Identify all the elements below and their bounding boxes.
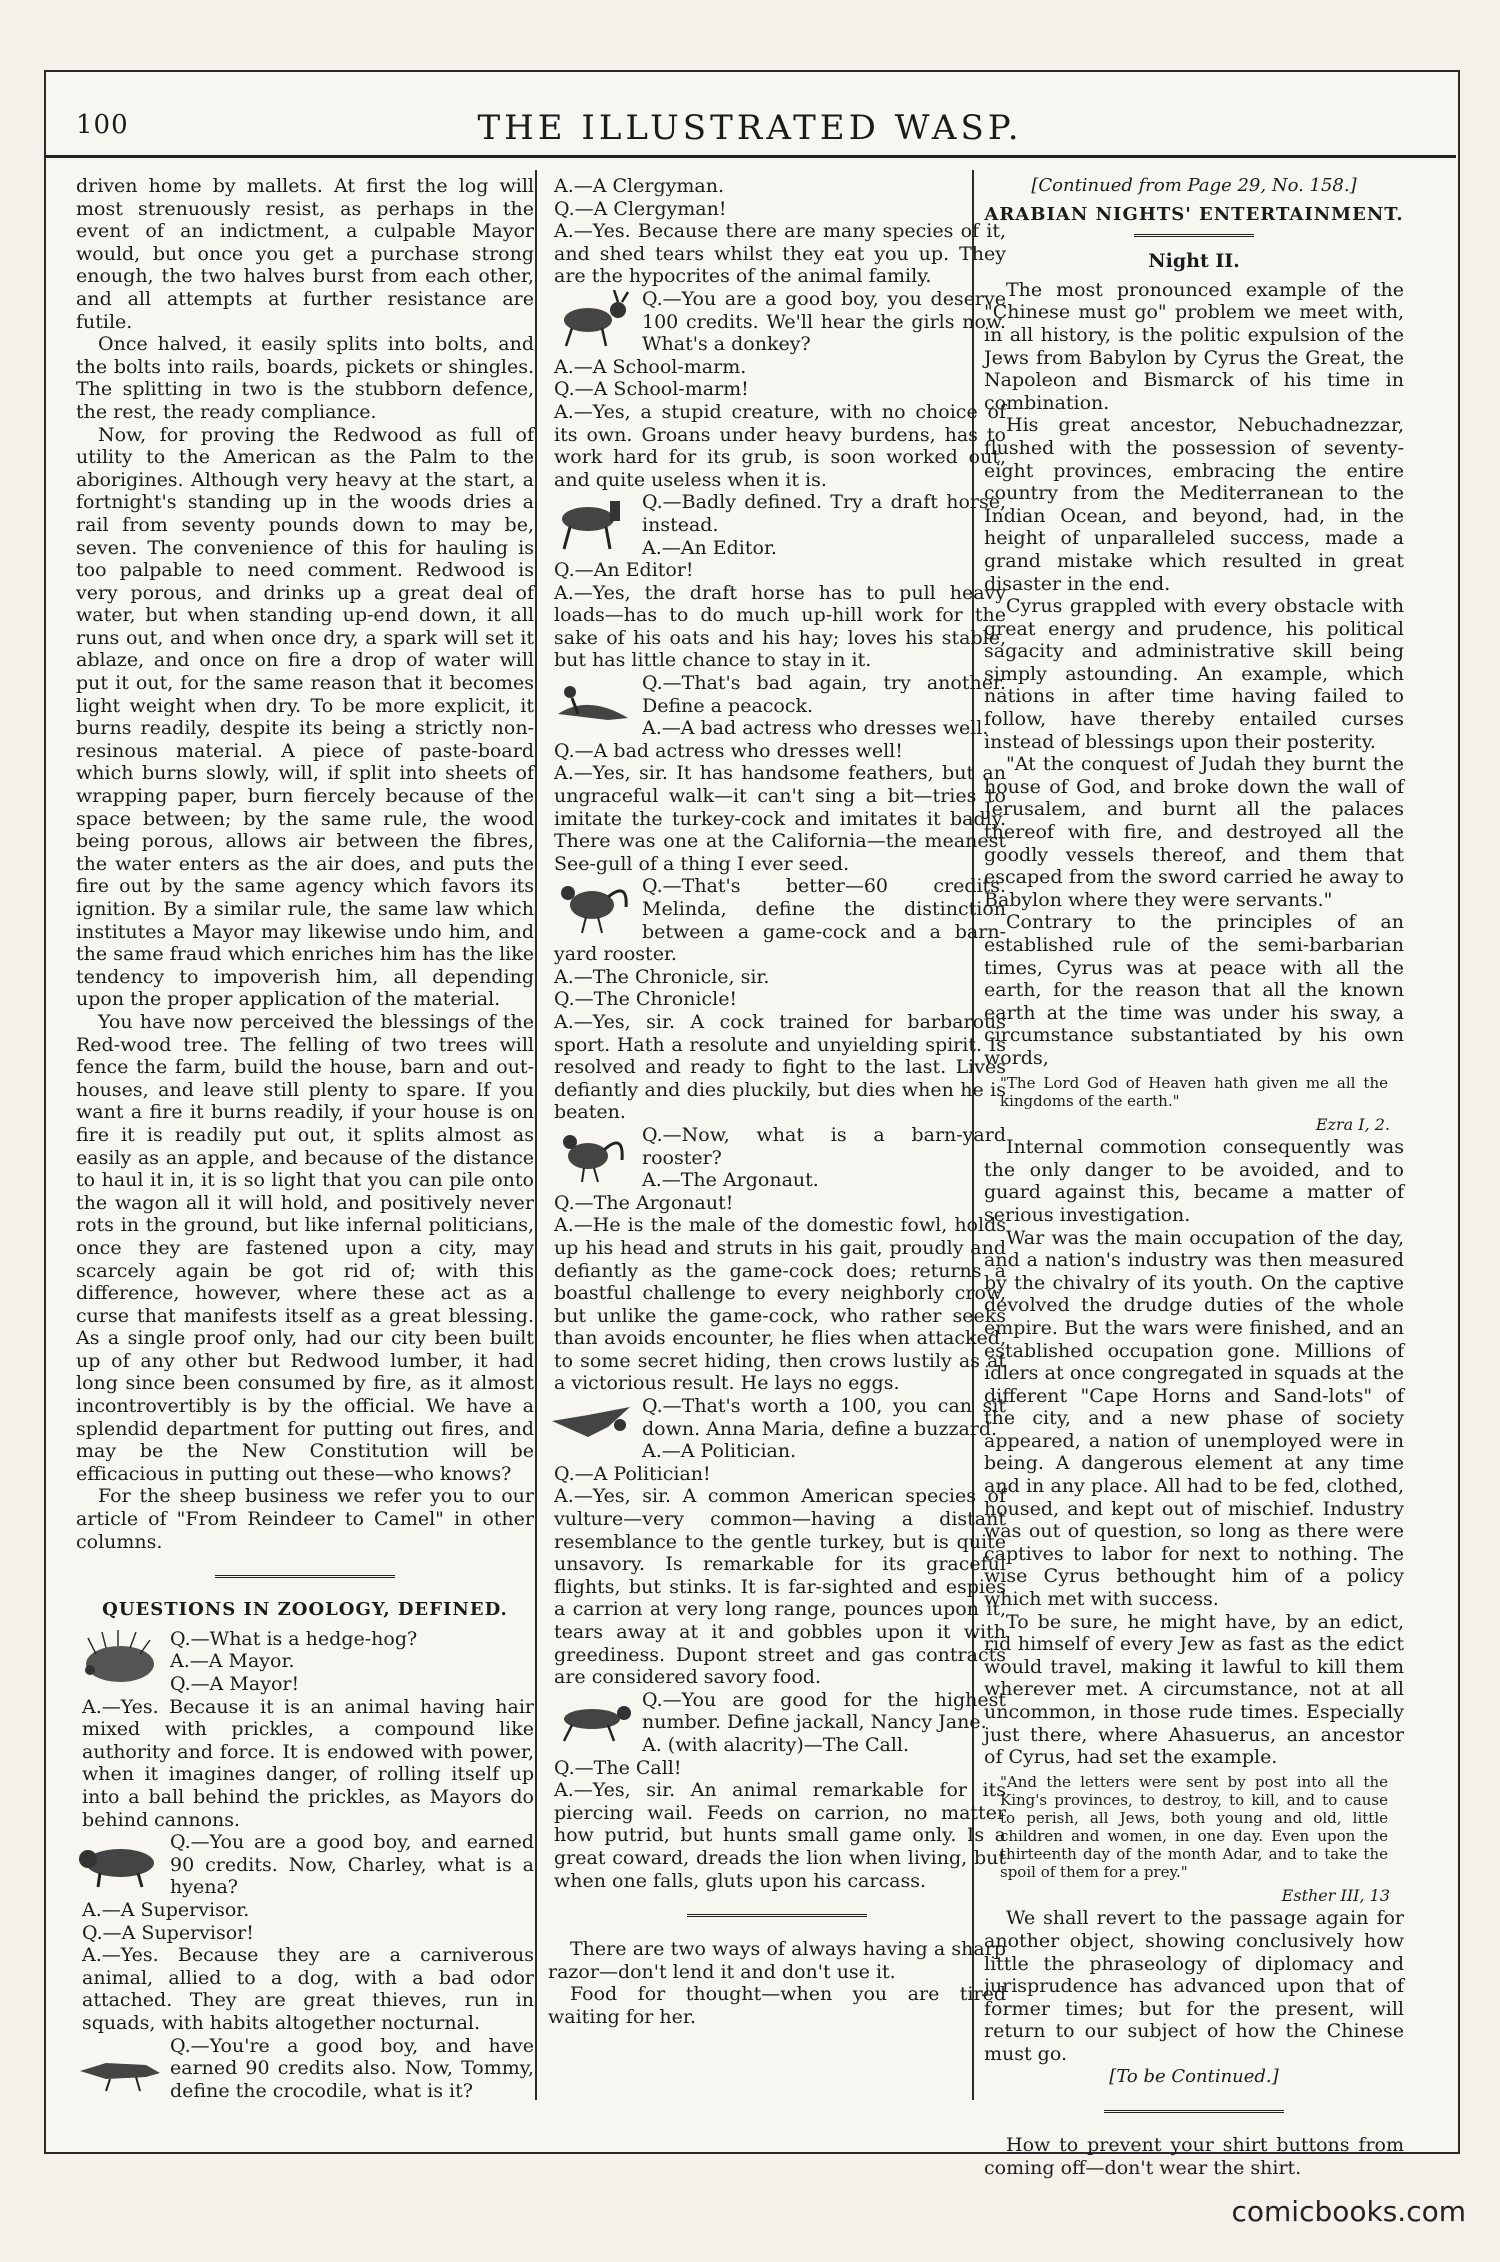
qa-line: Q.—You are a good boy, and earned 90 credits. Now, Charley, what is a hyena? (170, 1831, 534, 1899)
food-paragraph: Food for thought—when you are tired waiting for her. (548, 1983, 1006, 2028)
hyena-illustration (76, 1833, 162, 1891)
qa-line: A.—A Clergyman. (554, 175, 724, 197)
qa-line: Q.—A Mayor! (170, 1673, 300, 1695)
qa-line: A.—The Argonaut. (642, 1169, 819, 1192)
to-be-continued-note: [To be Continued.] (1109, 2065, 1279, 2087)
paragraph: The most pronounced example of the "Chinese must go" problem we meet with, in all history, is the politic expulsion of the Jews from Babylon by Cyrus the Great, the Napoleon and Bismarck of his time in combination. (984, 278, 1404, 414)
crocodile-illustration (76, 2037, 162, 2095)
qa-line: Q.—The Call! (554, 1756, 682, 1779)
qa-line: Q.—You are a good boy, you deserve 100 credits. We'll hear the girls now. What's a donkey? (642, 287, 1006, 356)
paragraph: driven home by mallets. At first the log will most strenuously resist, as perhaps in the event of an indictment, a culpable Mayor would, but once you get a purchase strong enough, the two halves burst from each other, and all attempts at further resistance are futile. (76, 175, 534, 333)
paragraph: For the sheep business we refer you to our article of "From Reindeer to Camel" in other columns. (76, 1485, 534, 1553)
qa-line: A.—The Chronicle, sir. (554, 965, 770, 988)
paragraph: Cyrus grappled with every obstacle with great energy and prudence, his political sagacity and administrative skill being simply astounding. An example, which nations in after time having failed to follow, have thereby entailed curses instead of blessings upon their posterity. (984, 595, 1404, 753)
column-2 (548, 175, 1006, 2029)
qa-line: A.—He is the male of the domestic fowl, holds up his head and struts in his gait, proudly and defiantly as the game-cock does; returns a boastful challenge to every neighborly crow, but unlike the game-cock, who rather seeks than avoids encounter, he flies when attacked, to some secret hiding, then crows lustily as at a victorious result. He lays no eggs. (554, 1214, 1006, 1395)
draft-horse-illustration (548, 493, 634, 551)
qa-line: A.—A Politician. (642, 1440, 797, 1463)
qa-line: A.—Yes, sir. An animal remarkable for its piercing wail. Feeds on carrion, no matter how putrid, but hunts small game only. Is a great coward, dreads the lion when living, but when one falls, gluts upon his carcass. (554, 1779, 1006, 1892)
arabian-nights-heading: ARABIAN NIGHTS' ENTERTAINMENT. (984, 203, 1404, 225)
hedgehog-illustration (76, 1630, 162, 1688)
qa-line: Q.—Now, what is a barn-yard rooster? (642, 1123, 1006, 1169)
paragraph: We shall revert to the passage again for another object, showing conclusively how little the phraseology of diplomacy and jurisprudence has advanced upon that of former times; but for the present, will return to our subject of how the Chinese must go. (984, 1907, 1404, 2065)
masthead-title: THE ILLUSTRATED WASP. (477, 108, 1023, 148)
quote-source: Esther III, 13 (1281, 1885, 1390, 1905)
qa-line: Q.—Badly defined. Try a draft horse, instead. (642, 491, 1006, 536)
qa-line: Q.—An Editor! (554, 559, 694, 582)
qa-line: A.—Yes. Because there are many species of it, and shed tears whilst they eat you up. They are the hypocrites of the animal family. (554, 220, 1006, 288)
game-cock-illustration (548, 877, 634, 935)
qa-line: Q.—The Argonaut! (554, 1191, 734, 1214)
qa-line: A.—Yes, sir. A common American species of vulture—very common—having a distant resemblance to the gentle turkey, but is quite unsavory. Is remarkable for its graceful flights, but stinks. It is far-sighted and espies a carrion at very long range, pounces upon it, tears away at it and gobbles upon it with greediness. Dupont street and gas contracts are considered savory food. (554, 1485, 1006, 1689)
watermark: comicbooks.com (1231, 2195, 1466, 2228)
paragraph: War was the main occupation of the day, and a nation's industry was then measured by the chivalry of its youth. On the captive devolved the drudge duties of the whole empire. But the wars were finished, and an established occupation gone. Millions of idlers at once congregated in squads at the different "Cape Horns and Sand-lots" of the city, and a new phase of society appeared, a nation of unemployed were in being. A dangerous element at any time and in any place. All had to be fed, clothed, housed, and kept out of mischief. Industry was out of question, so long as there were captives to labor for next to nothing. The wise Cyrus bethought him of a policy which met with success. (984, 1226, 1404, 1611)
divider (215, 1575, 395, 1581)
qa-line: A.—A Supervisor. (82, 1898, 250, 1921)
buzzard-illustration (548, 1397, 634, 1455)
qa-line: Q.—That's worth a 100, you can sit down. Anna Maria, define a buzzard. (642, 1395, 1006, 1440)
column-1 (76, 175, 534, 2102)
paragraph: "At the conquest of Judah they burnt the house of God, and broke down the wall of Jerusalem, and burnt all the palaces thereof with fire, and destroyed all the goodly vessels thereof, and them that escaped from the sword carried he away to Babylon where they were servants." (984, 753, 1404, 911)
qa-line: A.—A bad actress who dresses well. (642, 717, 989, 740)
qa-line: Q.—What is a hedge-hog? (170, 1627, 418, 1650)
scripture-quote: "The Lord God of Heaven hath given me all the kingdoms of the earth." (1000, 1073, 1388, 1110)
qa-line: A.—Yes. Because it is an animal having hair mixed with prickles, a compound like authority and force. It is endowed with power, when it imagines danger, of rolling itself up into a ball behind the prickles, as Mayors do behind cannons. (82, 1695, 534, 1831)
qa-line: A. (with alacrity)—The Call. (642, 1733, 910, 1756)
qa-line: Q.—That's bad again, try another. Define a peacock. (642, 672, 1006, 717)
paragraph: His great ancestor, Nebuchadnezzar, flushed with the possession of seventy-eight provinces, embracing the entire country from the Mediterranean to the Indian Ocean, and beyond, had, in the height of unparalleled success, made a grand mistake which resulted in great disaster in the end. (984, 414, 1404, 595)
qa-line: Q.—You are good for the highest number. Define jackall, Nancy Jane. (642, 1688, 1006, 1734)
masthead-rule (44, 155, 1456, 158)
qa-line: A.—Yes, sir. It has handsome feathers, but an ungraceful walk—it can't sing a bit—tries to imitate the turkey-cock and imitates it badly. There was one at the California—the meanest See-gull of a thing I ever seed. (554, 762, 1006, 875)
column-3 (984, 175, 1404, 2179)
divider (1104, 2110, 1284, 2116)
continued-from-note: [Continued from Page 29, No. 158.] (1031, 175, 1357, 196)
shirt-paragraph: How to prevent your shirt buttons from coming off—don't wear the shirt. (984, 2134, 1404, 2179)
qa-line: Q.—You're a good boy, and have earned 90 credits also. Now, Tommy, define the crocodile, what is it? (170, 2034, 534, 2102)
razor-paragraph: There are two ways of always having a sharp razor—don't lend it and don't use it. (548, 1938, 1006, 1983)
qa-line: A.—Yes, the draft horse has to pull heavy loads—has to do much up-hill work for the sake of his oats and his hay; loves his stable, but has little chance to stay in it. (554, 581, 1006, 672)
qa-line: Q.—The Chronicle! (554, 988, 738, 1011)
night-heading: Night II. (1148, 250, 1240, 273)
qa-line: A.—A Mayor. (170, 1650, 295, 1673)
paragraph: Internal commotion consequently was the only danger to be avoided, and to guard against this, became a matter of serious investigation. (984, 1136, 1404, 1226)
peacock-illustration (548, 674, 634, 732)
rooster-illustration (548, 1126, 634, 1184)
qa-line: A.—Yes. Because they are a carniverous animal, allied to a dog, with a bad odor attached. They are great thieves, run in squads, with habits altogether nocturnal. (82, 1944, 534, 2034)
qa-line: Q.—That's better—60 credits. Melinda, define the distinction between a game-cock and a barn-yard rooster. (554, 875, 1006, 966)
donkey-illustration (548, 290, 634, 348)
qa-line: A.—Yes, sir. A cock trained for barbarous sport. Hath a resolute and unyielding spirit. Is resolved and ready to fight to the last. Lives defiantly and dies pluckily, but dies when he is beaten. (554, 1010, 1006, 1124)
divider (1134, 234, 1254, 240)
qa-line: Q.—A School-marm! (554, 378, 749, 401)
page-number: 100 (76, 110, 129, 140)
quote-source: Ezra I, 2. (1315, 1114, 1390, 1134)
column-rule (535, 170, 537, 2100)
zoology-heading: QUESTIONS IN ZOOLOGY, DEFINED. (102, 1599, 508, 1621)
qa-line: A.—A School-marm. (554, 355, 747, 378)
qa-line: Q.—A Politician! (554, 1462, 711, 1485)
qa-line: Q.—A Supervisor! (82, 1921, 254, 1944)
paragraph: To be sure, he might have, by an edict, rid himself of every Jew as fast as the edict would travel, making it lawful to kill them wherever met. A circumstance, not at all uncommon, in those rude times. Especially just there, where Ahasuerus, an ancestor of Cyrus, had set the example. (984, 1610, 1404, 1769)
paragraph: You have now perceived the blessings of the Red-wood tree. The felling of two trees will fence the farm, build the house, barn and out-houses, and leave still plenty to spare. If you want a fire it burns readily, if your house is on fire it is readily put out, it splits almost as easily as an apple, and because of the distance to haul it in, it is so light that you can pile onto the wagon all it will hold, and positively never rots in the ground, but like infernal politicians, once they are fastened upon a city, may scarcely again be got rid of; with this difference, however, where these act as a curse that manifests itself as a great blessing. As a single proof only, had our city been built up of any other but Redwood lumber, it had long since been consumed by fire, as it almost incontrovertibly is by the official. We have a splendid department for putting out fires, and may be the New Constitution will be efficacious in putting out these—who knows? (76, 1010, 534, 1485)
paragraph: Once halved, it easily splits into bolts, and the bolts into rails, boards, pickets or shingles. The splitting in two is the stubborn defence, the rest, the ready compliance. (76, 333, 534, 423)
paragraph: Contrary to the principles of an established rule of the semi-barbarian times, Cyrus was at peace with all the earth, for the reason that all the known earth at the time was under his sway, a circumstance substantiated by his own words, (984, 911, 1404, 1069)
qa-line: A.—Yes, a stupid creature, with no choice of its own. Groans under heavy burdens, has to work hard for its grub, is soon worked out, and quite useless when it is. (554, 400, 1006, 491)
qa-line: A.—An Editor. (642, 536, 777, 559)
paragraph: Now, for proving the Redwood as full of utility to the American as the Palm to the aborigines. Although very heavy at the start, a fortnight's standing up in the woods dries a rail from seventy pounds down to may be, seven. The convenience of this for hauling is too palpable to need comment. Redwood is very porous, and drinks up a great deal of water, but when standing up-end down, it all runs out, and when once dry, a spark will set it ablaze, and once on fire a drop of water will put it out, for the same reason that it becomes light weight when dry. To be more explicit, it burns readily, despite its being a strictly non-resinous material. A piece of paste-board which burns slowly, will, if split into sheets of wrapping paper, burn fiercely because of the space between; by the same rule, the wood being porous, allows air between the fibres, the water enters as the air does, and puts the fire out by the same agency which favors its ignition. By a similar rule, the same law which institutes a Mayor may likewise undo him, and the same fraud which enriches him has the like tendency to impoverish him, all depending upon the proper application of the material. (76, 423, 534, 1011)
jackall-illustration (548, 1691, 634, 1749)
scripture-quote: "And the letters were sent by post into all the King's provinces, to destroy, to kill, and to cause to perish, all Jews, both young and old, little children and women, in one day. Even upon the thirteenth day of the month Adar, and to take the spoil of them for a prey." (1000, 1772, 1388, 1881)
divider (687, 1914, 867, 1920)
qa-line: Q.—A bad actress who dresses well! (554, 739, 903, 762)
qa-line: Q.—A Clergyman! (554, 197, 727, 220)
